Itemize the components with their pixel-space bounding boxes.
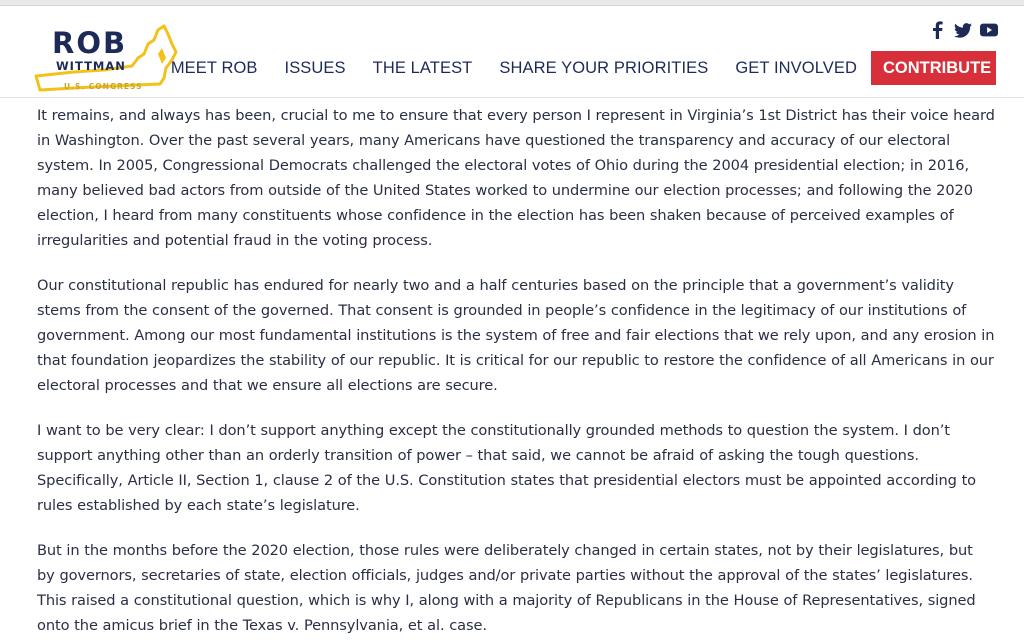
nav-get-involved[interactable]: GET INVOLVED — [735, 58, 857, 77]
logo-name: ROB — [52, 26, 128, 60]
article-paragraph: I want to be very clear: I don’t support anything except the constitutionally grounded methods to question the system. I don’t support anything other than an orderly transition of power – that said, we cannot be afraid of asking the tough questions. Specifically, Article II, Section 1, clause 2 of the U.S. Constitution states that presidential electors must be appointed according to rules established by each state’s legislature. — [37, 422, 977, 514]
article-paragraph: Our constitutional republic has endured for nearly two and a half centuries based on the principle that a government’s validity stems from the consent of the governed. That consent is grounded in people’s confidence in the legitimacy of our institutions of government. Among our most fundamental institutions is the system of free and fair elections that we rely upon, and any erosion in that foundation jeopardizes the stability of our republic. It is critical for our republic to restore the confidence of all Americans in our electoral processes and that we ensure all elections are secure. — [37, 277, 995, 394]
social-links — [928, 20, 998, 40]
site-header — [0, 6, 1024, 98]
twitter-icon[interactable] — [954, 21, 972, 39]
facebook-icon[interactable] — [928, 21, 946, 39]
article-paragraph: It remains, and always has been, crucial to me to ensure that every person I represent in Virginia’s 1st District has their voice heard in Washington. Over the past several years, many Americans have questioned the transparency and accuracy of our electoral system. In 2005, Congressional Democrats challenged the electoral votes of Ohio during the 2004 presidential election; in 2016, many believed bad actors from outside of the United States worked to undermine our election processes; and following the 2020 election, I heard from many constituents whose confidence in the election has been shaken because of perceived examples of irregularities and potential fraud in the voting process. — [37, 107, 995, 249]
contribute-button[interactable]: CONTRIBUTE — [871, 51, 996, 85]
nav-the-latest[interactable]: THE LATEST — [372, 58, 473, 77]
logo-surname: WITTMAN — [56, 59, 126, 73]
logo-office: U.S. CONGRESS — [64, 82, 143, 91]
main-navigation — [144, 52, 996, 84]
article-body — [37, 103, 995, 640]
nav-share-your-priorities[interactable]: SHARE YOUR PRIORITIES — [499, 58, 709, 77]
article-paragraph: But in the months before the 2020 election, those rules were deliberately changed in certain states, not by their legislatures, but by governors, secretaries of state, election officials, judges and/or private parties without the approval of the states’ legislatures. This raised a constitutional question, which is why I, along with a majority of Republicans in the House of Representatives, signed onto the amicus brief in the Texas v. Pennsylvania, et al. case. — [37, 542, 976, 634]
nav-meet-rob[interactable]: MEET ROB — [170, 58, 258, 77]
youtube-icon[interactable] — [980, 21, 998, 39]
nav-issues[interactable]: ISSUES — [284, 58, 346, 77]
